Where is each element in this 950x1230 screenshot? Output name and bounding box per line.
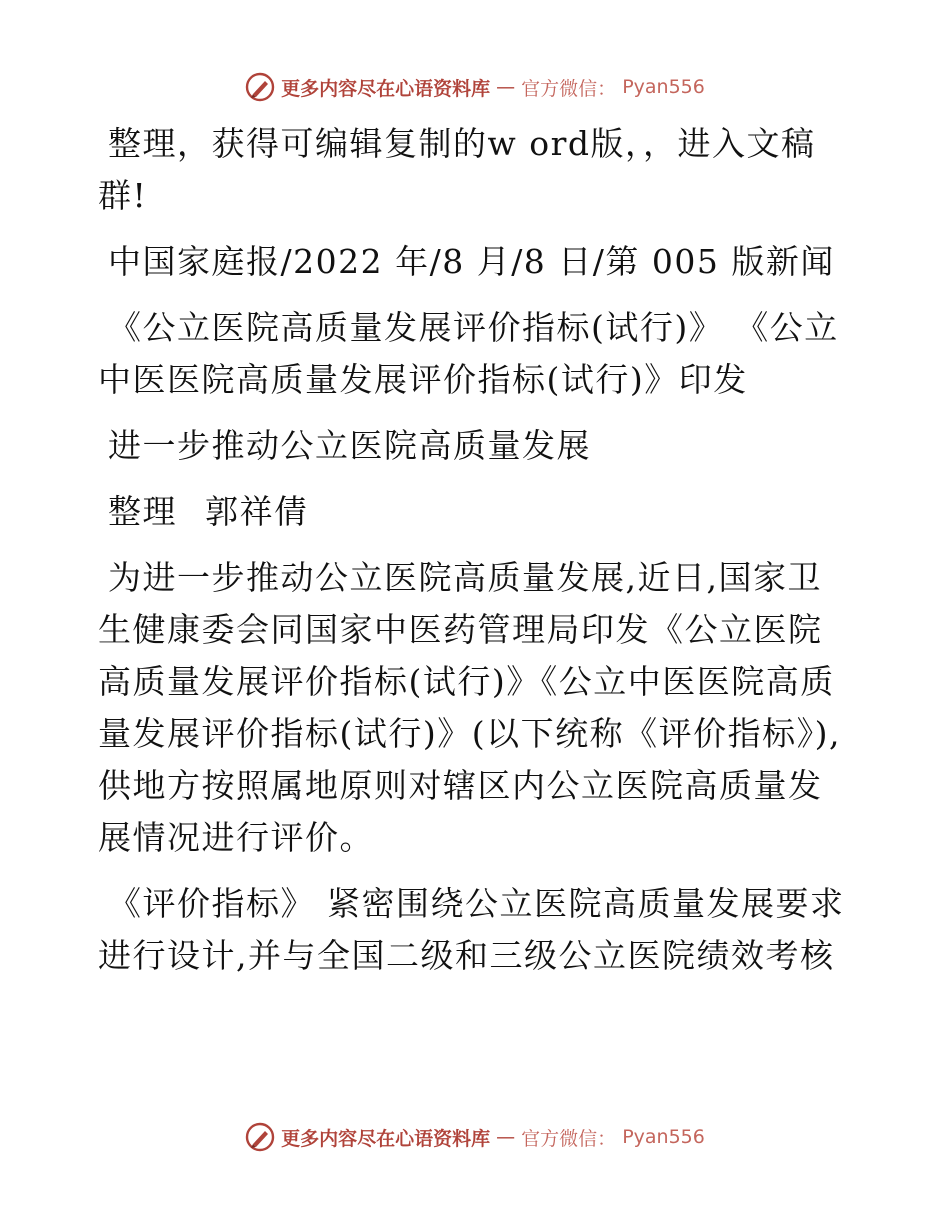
editor-label: 整理 — [108, 492, 177, 531]
body-paragraph-1: 为进一步推动公立医院高质量发展,近日,国家卫生健康委会同国家中医药管理局印发《公立医院高质量发展评价指标(试行)》《公立中医医院高质量发展评价指标(试行)》(以下统称《评价指标》),供地方按照属地原则对辖区内公立医院高质量发展情况进行评价。 — [98, 558, 841, 857]
watermark-sub-text: 官方微信： — [521, 77, 617, 100]
watermark-main-text: 更多内容尽在心语资料库 — [281, 1127, 491, 1150]
watermark-wechat-id: Pyan556 — [622, 1126, 705, 1148]
watermark-dash: — — [496, 1126, 516, 1148]
document-body — [98, 118, 850, 996]
pen-logo-icon — [245, 72, 275, 102]
watermark-wechat-id: Pyan556 — [622, 76, 705, 98]
body-paragraph-2: 《评价指标》 紧密围绕公立医院高质量发展要求进行设计,并与全国二级和三级公立医院绩效考核 — [98, 884, 845, 975]
editor-line — [98, 486, 850, 538]
watermark-dash: — — [496, 76, 516, 98]
article-subtitle: 进一步推动公立医院高质量发展 — [108, 426, 591, 465]
intro-paragraph: 整理，获得可编辑复制的w ord版，，进入文稿群! — [98, 124, 816, 215]
article-title: 《公立医院高质量发展评价指标(试行)》 《公立中医医院高质量发展评价指标(试行)》印发 — [98, 308, 839, 399]
pen-logo-icon — [245, 1122, 275, 1152]
header-watermark — [0, 72, 950, 102]
editor-name: 郭祥倩 — [205, 492, 309, 531]
footer-watermark — [0, 1122, 950, 1152]
watermark-sub-text: 官方微信： — [521, 1127, 617, 1150]
watermark-main-text: 更多内容尽在心语资料库 — [281, 77, 491, 100]
source-line: 中国家庭报/2022 年/8 月/8 日/第 005 版新闻 — [108, 242, 835, 281]
